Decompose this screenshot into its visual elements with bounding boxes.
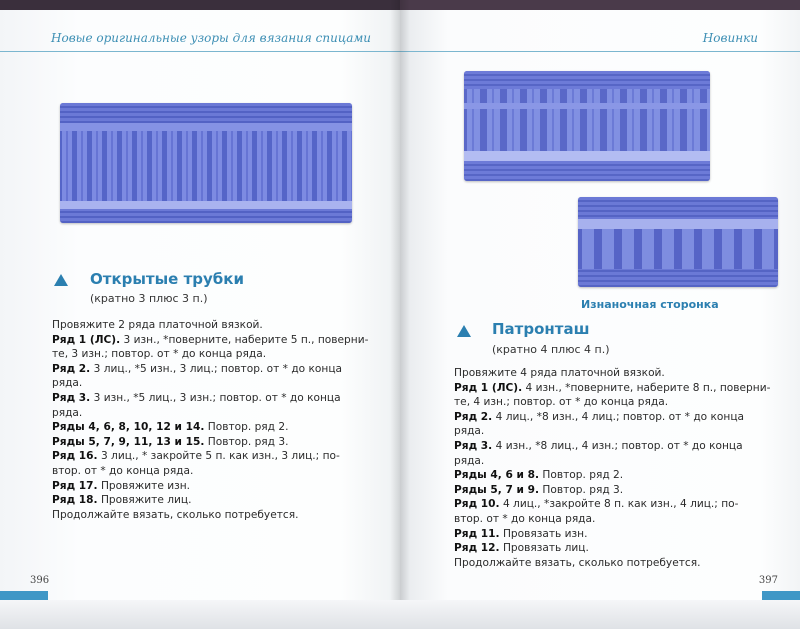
outro-line: Продолжайте вязать, сколько потребуется. xyxy=(454,556,701,569)
pattern-subtitle: (кратно 4 плюс 4 п.) xyxy=(492,343,610,356)
pattern-title: Патронташ xyxy=(492,320,590,338)
swatch-photo-bandolier-front xyxy=(464,71,710,181)
pattern-subtitle: (кратно 3 плюс 3 п.) xyxy=(90,292,208,305)
pattern-instructions xyxy=(52,318,372,522)
instruction-line: ряда. xyxy=(52,406,83,419)
instruction-line: Ряд 12. Провязать лиц. xyxy=(454,542,589,555)
instruction-line: ряда. xyxy=(52,377,83,390)
instruction-line: Ряд 1 (ЛС). 3 изн., *поверните, наберите 5 п., поверни- xyxy=(52,333,369,346)
intro-line: Провяжите 2 ряда платочной вязкой. xyxy=(52,319,263,331)
header-rule xyxy=(400,51,800,52)
pattern-title: Открытые трубки xyxy=(90,270,244,288)
instruction-line: те, 4 изн.; повтор. от * до конца ряда. xyxy=(454,396,669,409)
page-number: 396 xyxy=(30,575,50,586)
instruction-line: Ряд 2. 3 лиц., *5 изн., 3 лиц.; повтор. от * до конца xyxy=(52,362,343,375)
section-triangle-icon xyxy=(457,325,471,337)
instruction-line: Ряд 2. 4 лиц., *8 изн., 4 лиц.; повтор. от * до конца xyxy=(454,410,745,423)
left-header-title: Новые оригинальные узоры для вязания спицами xyxy=(51,31,372,45)
instruction-line: Ряды 5, 7 и 9. Повтор. ряд 3. xyxy=(454,483,624,496)
right-page xyxy=(400,0,800,629)
section-triangle-icon xyxy=(54,274,68,286)
instruction-line: Ряд 3. 4 изн., *8 лиц., 4 изн.; повтор. от * до конца xyxy=(454,439,743,452)
instruction-line: Ряд 18. Провяжите лиц. xyxy=(52,494,192,507)
instruction-line: Ряды 5, 7, 9, 11, 13 и 15. Повтор. ряд 3. xyxy=(52,435,289,448)
instruction-line: ряда. xyxy=(454,454,485,467)
instruction-line: Ряд 16. 3 лиц., * закройте 5 п. как изн., 3 лиц.; по- xyxy=(52,450,340,463)
page-number: 397 xyxy=(758,575,778,586)
top-band xyxy=(400,0,800,10)
knit-swatch-illustration xyxy=(578,197,778,287)
swatch-photo-bandolier-back xyxy=(578,197,778,287)
instruction-line: Ряд 10. 4 лиц., *закройте 8 п. как изн., 4 лиц.; по- xyxy=(454,498,739,511)
instruction-line: Ряд 3. 3 изн., *5 лиц., 3 изн.; повтор. от * до конца xyxy=(52,391,341,404)
page-bottom-edge xyxy=(0,600,800,629)
footer-bar xyxy=(762,591,800,600)
knit-swatch-illustration xyxy=(60,103,352,223)
instruction-line: те, 3 изн.; повтор. от * до конца ряда. xyxy=(52,348,267,361)
header-rule xyxy=(0,51,400,52)
swatch-caption: Изнаночная сторонка xyxy=(581,298,719,311)
intro-line: Провяжите 4 ряда платочной вязкой. xyxy=(454,367,665,379)
instruction-line: Ряд 1 (ЛС). 4 изн., *поверните, наберите 8 п., поверни- xyxy=(454,381,771,394)
knit-swatch-illustration xyxy=(464,71,710,181)
pattern-instructions xyxy=(454,366,774,570)
instruction-line: Ряды 4, 6, 8, 10, 12 и 14. Повтор. ряд 2. xyxy=(52,421,289,434)
outro-line: Продолжайте вязать, сколько потребуется. xyxy=(52,508,299,521)
right-header-title: Новинки xyxy=(702,31,758,45)
top-band xyxy=(0,0,400,10)
instruction-line: ряда. xyxy=(454,425,485,438)
instruction-line: Ряд 11. Провязать изн. xyxy=(454,527,588,540)
instruction-line: втор. от * до конца ряда. xyxy=(52,464,194,477)
book-gutter xyxy=(390,0,410,629)
instruction-line: Ряд 17. Провяжите изн. xyxy=(52,479,191,492)
instruction-line: Ряды 4, 6 и 8. Повтор. ряд 2. xyxy=(454,469,624,482)
footer-bar xyxy=(0,591,48,600)
swatch-photo-open-tubes xyxy=(60,103,352,223)
instruction-line: втор. от * до конца ряда. xyxy=(454,512,596,525)
